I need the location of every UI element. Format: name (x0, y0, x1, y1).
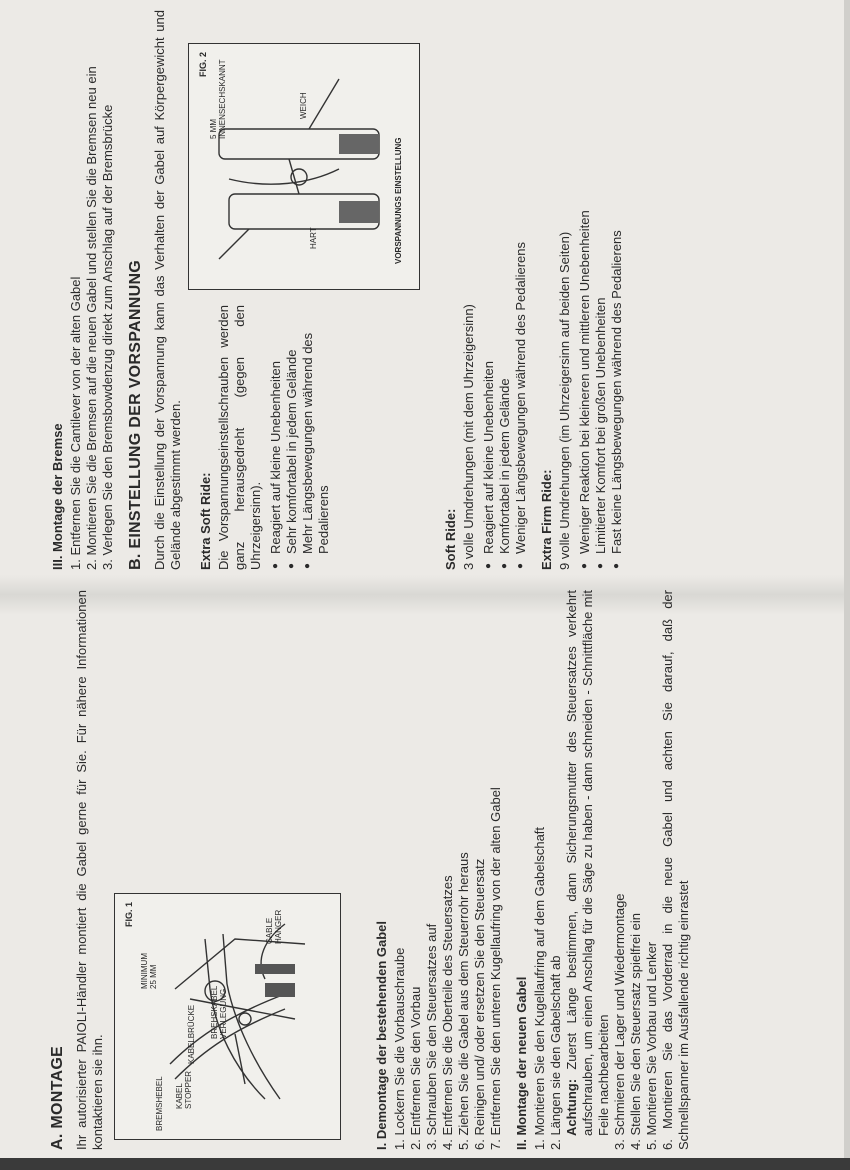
note-text: Zuerst Länge bestimmen, dann Sicherungsmutter des Steuersatzes verkehrt aufschrauben, um einen Anschlag für die Säge zu haben - dann schneiden - Schnittfläche mit Feile nachbearbeiten (564, 590, 611, 1136)
scan-edge (0, 1158, 850, 1170)
extra-firm-desc: 9 volle Umdrehungen (im Uhrzeigersinn auf beiden Seiten) (557, 231, 572, 570)
soft-heading: Soft Ride: (443, 508, 458, 570)
list-item: ● Mehr Längsbewegungen während des Pedalierens (300, 305, 332, 554)
step: 5. Ziehen Sie die Gabel aus dem Steuerrohr heraus (456, 852, 471, 1150)
list-item: ● Sehr komfortabel in jedem Gelände (284, 305, 300, 554)
extra-soft-block (188, 305, 332, 570)
vorspannung-intro: Durch die Einstellung der Vorspannung kann das Verhalten der Gabel auf Körpergewicht und Gelände abgestimmt werden. (152, 10, 183, 570)
montage-steps (532, 590, 692, 1150)
demontage-heading: I. Demontage der bestehenden Gabel (374, 921, 389, 1150)
fig1-callout-kabel-stopper: KABEL STOPPER (175, 1070, 193, 1109)
figure-2 (188, 43, 420, 290)
page-edge (844, 0, 850, 1170)
step: 2. Montieren Sie die Bremsen auf die neuen Gabel und stellen Sie die Bremsen neu ein (84, 66, 99, 570)
note (564, 590, 612, 1150)
step: 3. Schrauben Sie den Steuersatzes auf (424, 923, 439, 1150)
list-item: ● Limitierter Komfort bei großen Unebenheiten (593, 10, 609, 554)
step: 1. Entfernen Sie die Cantilever von der alten Gabel (68, 276, 83, 570)
step: 5. Montieren Sie Vorbau und Lenker (644, 941, 659, 1150)
extra-firm-heading: Extra Firm Ride: (539, 469, 554, 570)
bremse-steps (68, 10, 116, 570)
extra-soft-list (268, 305, 332, 570)
fig2-label: FIG. 2 (198, 52, 208, 78)
fig1-callout-cable-hanger: CABLE HANGER (265, 909, 283, 944)
list-item: ● Weniger Längsbewegungen während des Pedalierens (513, 10, 529, 554)
demontage-steps (392, 590, 504, 1150)
figure-1 (114, 893, 341, 1140)
extra-soft-heading: Extra Soft Ride: (198, 472, 213, 570)
fig1-label: FIG. 1 (124, 902, 134, 928)
list-item: ● Fast keine Längsbewegungen während des Pedalierens (609, 10, 625, 554)
step: 2. Längen sie den Gabelschaft ab (548, 955, 563, 1150)
step: 1. Lockern Sie die Vorbauschraube (392, 947, 407, 1150)
right-column (50, 10, 790, 570)
montage-heading: A. MONTAGE (49, 1045, 66, 1150)
list-item: ● Weniger Reaktion bei kleineren und mittleren Unebenheiten (577, 10, 593, 554)
step: 4. Entfernen Sie die Oberteile des Steuersatzes (440, 875, 455, 1150)
step: 3. Schmieren der Lager und Wiedermontage (612, 893, 627, 1150)
fig2-callout-innensechskant: 5 MM INNENSECHSKANNT (209, 59, 227, 139)
fig2-callout-weich: WEICH (299, 92, 308, 119)
fig2-callout-hart: HART (309, 227, 318, 249)
montage-neue-gabel-heading: II. Montage der neuen Gabel (514, 976, 529, 1150)
step: 7. Entfernen Sie den unteren Kugellaufring von der alten Gabel (488, 787, 503, 1150)
extra-soft-desc: Die Vorspannungseinstellschrauben werden ganz herausgedreht (gegen den Uhrzeigersinn). (216, 305, 263, 570)
soft-desc: 3 volle Umdrehungen (mit dem Uhrzeigersinn) (461, 304, 476, 570)
vorspannung-heading: B. EINSTELLUNG DER VORSPANNUNG (127, 259, 144, 570)
extra-soft-area (188, 10, 433, 570)
fig1-callout-kabelbruecke: KABELBRÜCKE (187, 1004, 196, 1064)
left-column (50, 590, 790, 1150)
extra-firm-list (577, 10, 625, 570)
fig2-caption: VORSPANNUNGS EINSTELLUNG (394, 137, 403, 264)
step: 1. Montieren Sie den Kugellaufring auf dem Gabelschaft (532, 826, 547, 1150)
step: 3. Verlegen Sie den Bremsbowdenzug direkt zum Anschlag auf der Bremsbrücke (100, 104, 115, 570)
list-item: ● Komfortabel in jedem Gelände (497, 10, 513, 554)
soft-list (481, 10, 529, 570)
fig1-area (114, 590, 364, 1150)
fig1-callout-kabelverlegung: BREHSKABEL VERLEGUNG (210, 985, 228, 1039)
fig1-callout-bremshebel: BREMSHEBEL (155, 1076, 164, 1131)
bremse-heading: III. Montage der Bremse (50, 423, 65, 570)
note-label: Achtung: (564, 1078, 579, 1136)
step: 6. Reinigen und/ oder ersetzen Sie den Steuersatz (472, 858, 487, 1150)
list-item: ● Reagiert auf kleine Unebenheiten (268, 305, 284, 554)
step: 2. Entfernen Sie den Vorbau (408, 986, 423, 1150)
list-item: ● Reagiert auf kleine Unebenheiten (481, 10, 497, 554)
montage-intro: Ihr autorisierter PAIOLI-Händler montiert die Gabel gerne für Sie. Für nähere Informationen kontaktieren sie ihn. (74, 590, 105, 1150)
step: 4. Stellen Sie den Steuersatz spielfrei ein (628, 912, 643, 1150)
fig1-callout-minimum: MINIMUM 25 MM (140, 953, 158, 989)
step: 6. Montieren Sie das Vorderrad in die neue Gabel und achten Sie darauf, daß der Schnellspanner im Ausfallende richtig einrastet (660, 590, 691, 1150)
